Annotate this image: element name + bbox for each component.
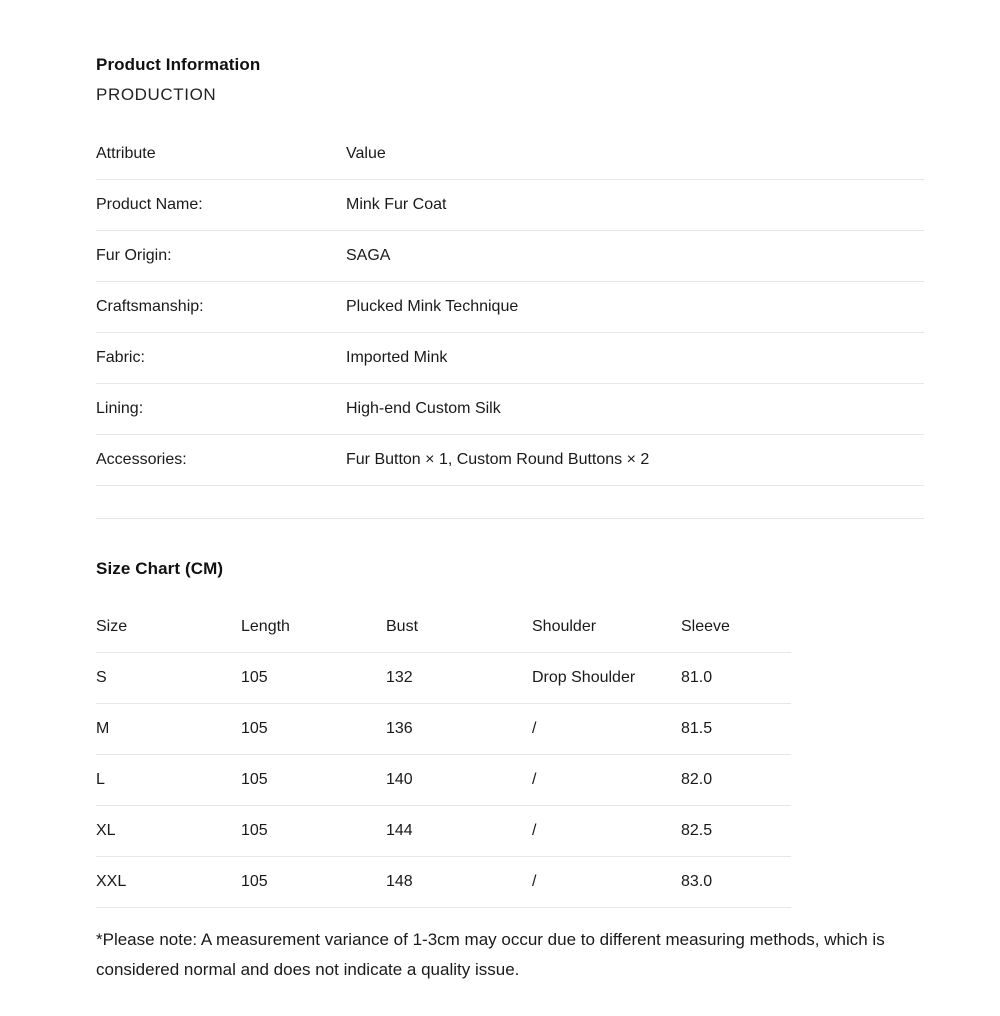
attribute-cell: Lining:	[96, 384, 346, 435]
length-cell: 105	[241, 806, 386, 857]
attribute-cell: Fur Origin:	[96, 231, 346, 282]
size-cell: L	[96, 755, 241, 806]
shoulder-cell: /	[532, 755, 681, 806]
value-cell: Plucked Mink Technique	[346, 282, 924, 333]
sleeve-cell: 82.0	[681, 755, 791, 806]
sleeve-cell: 82.5	[681, 806, 791, 857]
table-row	[96, 704, 791, 755]
size-cell: XL	[96, 806, 241, 857]
attribute-cell: Accessories:	[96, 435, 346, 486]
column-header-value: Value	[346, 129, 924, 180]
value-cell: High-end Custom Silk	[346, 384, 924, 435]
table-header-row	[96, 129, 924, 180]
sleeve-cell: 81.5	[681, 704, 791, 755]
value-cell: SAGA	[346, 231, 924, 282]
column-header-size: Size	[96, 602, 241, 653]
length-cell: 105	[241, 653, 386, 704]
value-cell: Mink Fur Coat	[346, 180, 924, 231]
shoulder-cell: Drop Shoulder	[532, 653, 681, 704]
table-header-row	[96, 602, 791, 653]
bust-cell: 144	[386, 806, 532, 857]
size-chart-table	[96, 602, 791, 908]
column-header-shoulder: Shoulder	[532, 602, 681, 653]
measurement-note: *Please note: A measurement variance of 1-3cm may occur due to different measuring methods, which is considered normal and does not indicate a quality issue.	[96, 930, 885, 979]
sleeve-cell: 81.0	[681, 653, 791, 704]
column-header-length: Length	[241, 602, 386, 653]
length-cell: 105	[241, 704, 386, 755]
product-info-title: Product Information	[96, 55, 261, 74]
table-row	[96, 384, 924, 435]
column-header-attribute: Attribute	[96, 129, 346, 180]
size-cell: S	[96, 653, 241, 704]
table-row	[96, 282, 924, 333]
attribute-cell: Product Name:	[96, 180, 346, 231]
shoulder-cell: /	[532, 806, 681, 857]
product-info-table	[96, 129, 924, 486]
length-cell: 105	[241, 857, 386, 908]
shoulder-cell: /	[532, 857, 681, 908]
value-cell: Fur Button × 1, Custom Round Buttons × 2	[346, 435, 924, 486]
shoulder-cell: /	[532, 704, 681, 755]
column-header-sleeve: Sleeve	[681, 602, 791, 653]
size-chart-title: Size Chart (CM)	[96, 559, 224, 578]
table-row	[96, 857, 791, 908]
length-cell: 105	[241, 755, 386, 806]
bust-cell: 136	[386, 704, 532, 755]
size-cell: M	[96, 704, 241, 755]
bust-cell: 132	[386, 653, 532, 704]
bust-cell: 140	[386, 755, 532, 806]
size-cell: XXL	[96, 857, 241, 908]
value-cell: Imported Mink	[346, 333, 924, 384]
table-row	[96, 333, 924, 384]
column-header-bust: Bust	[386, 602, 532, 653]
table-row	[96, 231, 924, 282]
table-row	[96, 180, 924, 231]
section-divider	[96, 518, 924, 519]
table-row	[96, 755, 791, 806]
product-info-subtitle: PRODUCTION	[96, 85, 217, 104]
sleeve-cell: 83.0	[681, 857, 791, 908]
table-row	[96, 806, 791, 857]
table-row	[96, 653, 791, 704]
bust-cell: 148	[386, 857, 532, 908]
attribute-cell: Craftsmanship:	[96, 282, 346, 333]
table-row	[96, 435, 924, 486]
attribute-cell: Fabric:	[96, 333, 346, 384]
